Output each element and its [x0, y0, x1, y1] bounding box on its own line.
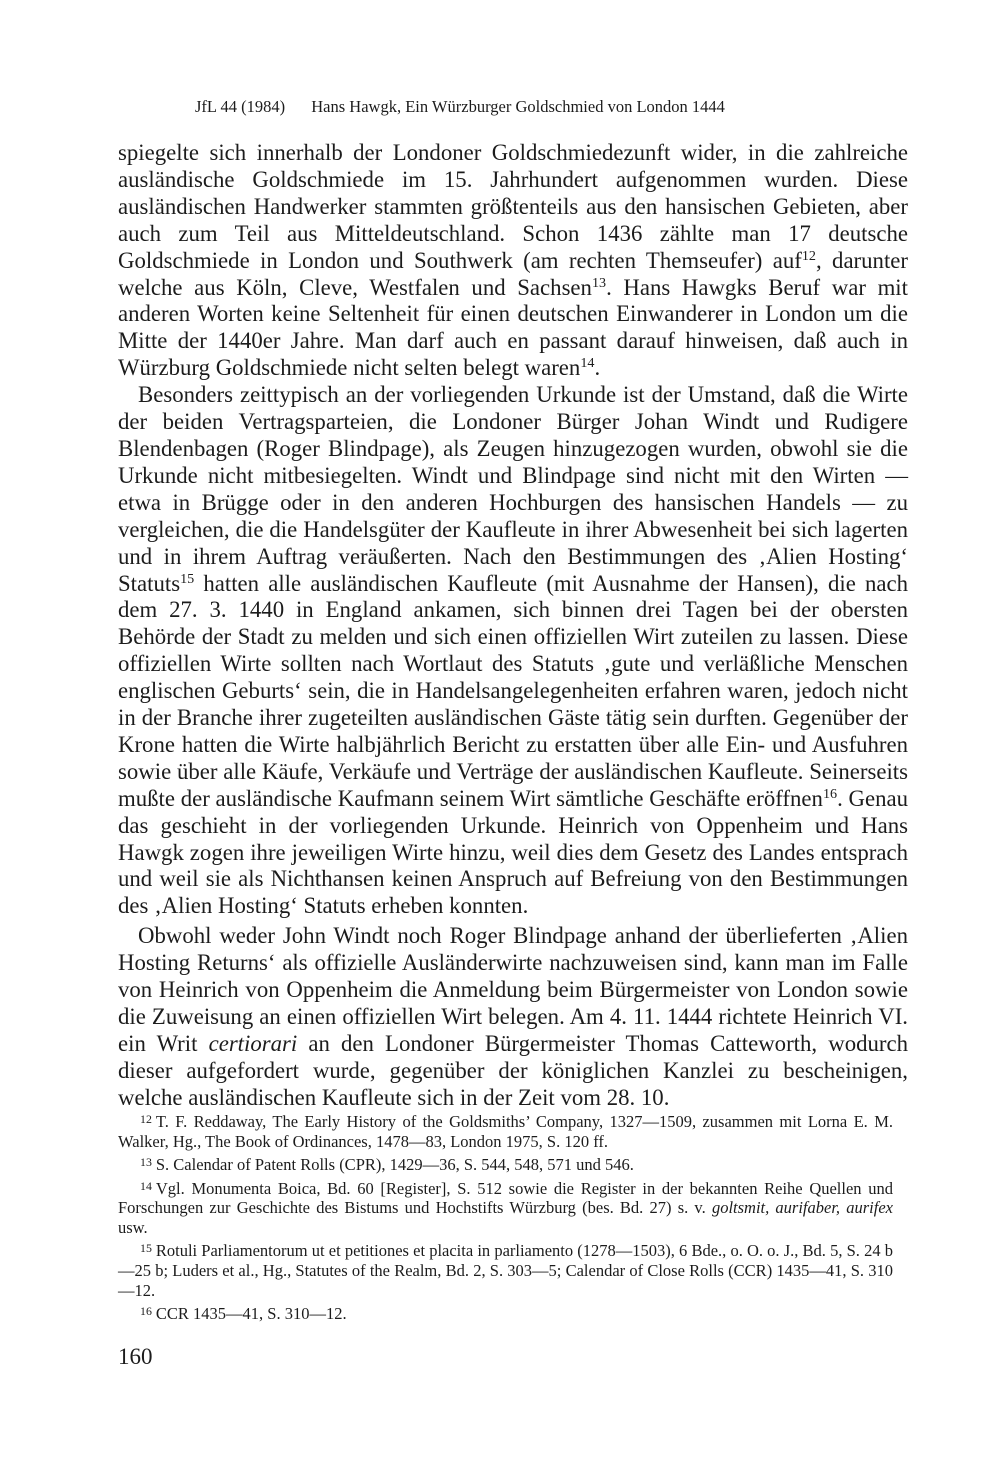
footnote-marker: 16 [822, 785, 838, 802]
text-run: . Hans Hawgks Beruf war mit anderen Worten keine Seltenheit für einen deutschen Einwanderer in London um die Mitte der 1440er Jahre. Man darf auch en passant darauf hinweisen, daß auch in Würzburg Goldschmiede nicht selten belegt waren [118, 274, 908, 381]
text-run: . [594, 355, 601, 381]
italic-text: certiorari [208, 1030, 298, 1056]
footnote [118, 1110, 893, 1151]
footnote-marker: 12 [801, 247, 816, 264]
main-text [118, 140, 908, 1112]
text-run: Rotuli Parliamentorum ut et petitiones et placita in parliamento (1278—1503), 6 Bde., o. O. o. J., Bd. 5, S. 24 b—25 b; Luders et al., Hg., Statutes of the Realm, Bd. 2, S. 303—5; Calendar of Close Rolls (CCR) 1435—41, S. 310—12. [118, 1241, 893, 1300]
text-run: spiegelte sich innerhalb der Londoner Goldschmiedezunft wider, in die zahlreiche ausländische Goldschmiede im 15. Jahrhundert aufgenommen wurden. Diese ausländischen Handwerker stammten größtenteils aus den hansischen Gebieten, aber auch zum Teil aus Mitteldeutschland. Schon 1436 zählte man 17 deutsche Goldschmiede in London und Southwerk (am rechten Themseufer) auf [118, 140, 908, 273]
text-run: hatten alle ausländischen Kaufleute (mit Ausnahme der Hansen), die nach dem 27. 3. 1440 in England ankamen, sich binnen drei Tagen bei der obersten Behörde der Stadt zu melden und sich einen offiziellen Wirt zuteilen zu lassen. Diese offiziellen Wirte sollten nach Wortlaut des Statuts ‚gute und verläßliche Menschen englischen Geburts‘ sein, die in Handelsangelegenheiten erfahren waren, jedoch nicht in der Branche ihrer zugeteilten ausländischen Gäste tätig sein durften. Gegenüber der Krone hatten die Wirte halbjährlich Bericht zu erstatten über alle Ein- und Ausfuhren sowie über alle Käufe, Verkäufe und Verträge der ausländischen Kaufleute. Seinerseits mußte der ausländische Kaufmann seinem Wirt sämtliche Geschäfte eröffnen [118, 570, 908, 811]
footnote [118, 1177, 893, 1238]
footnote-number: 14 [140, 1178, 152, 1193]
text-run: Besonders zeittypisch an der vorliegenden Urkunde ist der Umstand, daß die Wirte der beiden Vertragsparteien, die Londoner Bürger Johan Windt und Rudigere Blendenbagen (Roger Blindpage), als Zeugen hinzugezogen wurden, obwohl sie die Urkunde nicht mitbesiegelten. Windt und Blindpage sind nicht mit den Wirten — etwa in Brügge oder in den anderen Hochburgen des hansischen Handels — zu vergleichen, die die Handelsgüter der Kaufleute in ihrer Abwesenheit bei sich lagerten und in ihrem Auftrag veräußerten. Nach den Bestimmungen des ‚Alien Hosting‘ Statuts [118, 382, 908, 596]
text-run: , darunter welche aus Köln, Cleve, Westfalen und Sachsen [118, 247, 908, 300]
footnote [118, 1239, 893, 1300]
paragraph [118, 923, 908, 1111]
footnote [118, 1302, 893, 1324]
text-run: Obwohl weder John Windt noch Roger Blindpage anhand der überlieferten ‚Alien Hosting Returns‘ als offizielle Ausländerwirte nachzuweisen sind, kann man im Falle von Heinrich von Oppenheim die Anmeldung beim Bürgermeister von London sowie die Zuweisung an einen offiziellen Wirt belegen. Am 4. 11. 1444 richtete Heinrich VI. ein Writ [118, 923, 908, 1056]
text-run: CCR 1435—41, S. 310—12. [155, 1304, 347, 1324]
page-number: 160 [118, 1344, 153, 1369]
running-header [195, 97, 820, 117]
footnote-number: 15 [140, 1241, 152, 1256]
running-title: Hans Hawgk, Ein Würzburger Goldschmied von London 1444 [311, 97, 725, 116]
text-run: Vgl. Monumenta Boica, Bd. 60 [Register], S. 512 sowie die Register in der bekannten Reihe Quellen und Forschungen zur Geschichte des Bistums und Hochstifts Würzburg (bes. Bd. 27) s. v. [118, 1178, 893, 1218]
journal-reference: JfL 44 (1984) [195, 97, 286, 116]
text-run: S. Calendar of Patent Rolls (CPR), 1429—36, S. 544, 548, 571 und 546. [155, 1155, 634, 1175]
footnote-number: 13 [140, 1155, 152, 1170]
footnote-number: 12 [140, 1112, 152, 1126]
footnote-marker: 15 [180, 570, 195, 587]
text-run: usw. [118, 1217, 148, 1237]
text-run: . Genau das geschieht in der vorliegenden Urkunde. Heinrich von Oppenheim und Hans Hawgk zogen ihre jeweiligen Wirte hinzu, weil dies dem Gesetz des Landes entsprach und weil sie als Nichthansen keinen Anspruch auf Befreiung von den Bestimmungen des ‚Alien Hosting‘ Statuts erheben konnten. [118, 785, 908, 919]
text-run: T. F. Reddaway, The Early History of the Goldsmiths’ Company, 1327—1509, zusammen mit Lorna E. M. Walker, Hg., The Book of Ordinances, 1478—83, London 1975, S. 120 ff. [118, 1112, 893, 1151]
footnote-marker: 13 [591, 274, 607, 291]
text-run: an den Londoner Bürgermeister Thomas Catteworth, wodurch dieser aufgefordert wurde, gegenüber der königlichen Kanzlei zu bescheinigen, welche ausländischen Kaufleute sich in der Zeit vom 28. 10. [118, 1030, 908, 1110]
footnote [118, 1153, 893, 1175]
footnotes [118, 1110, 893, 1326]
paragraph [118, 140, 908, 382]
footnote-marker: 14 [580, 355, 595, 372]
footnote-number: 16 [140, 1304, 152, 1319]
italic-text: goltsmit, aurifaber, aurifex [711, 1198, 893, 1218]
paragraph [118, 382, 908, 920]
